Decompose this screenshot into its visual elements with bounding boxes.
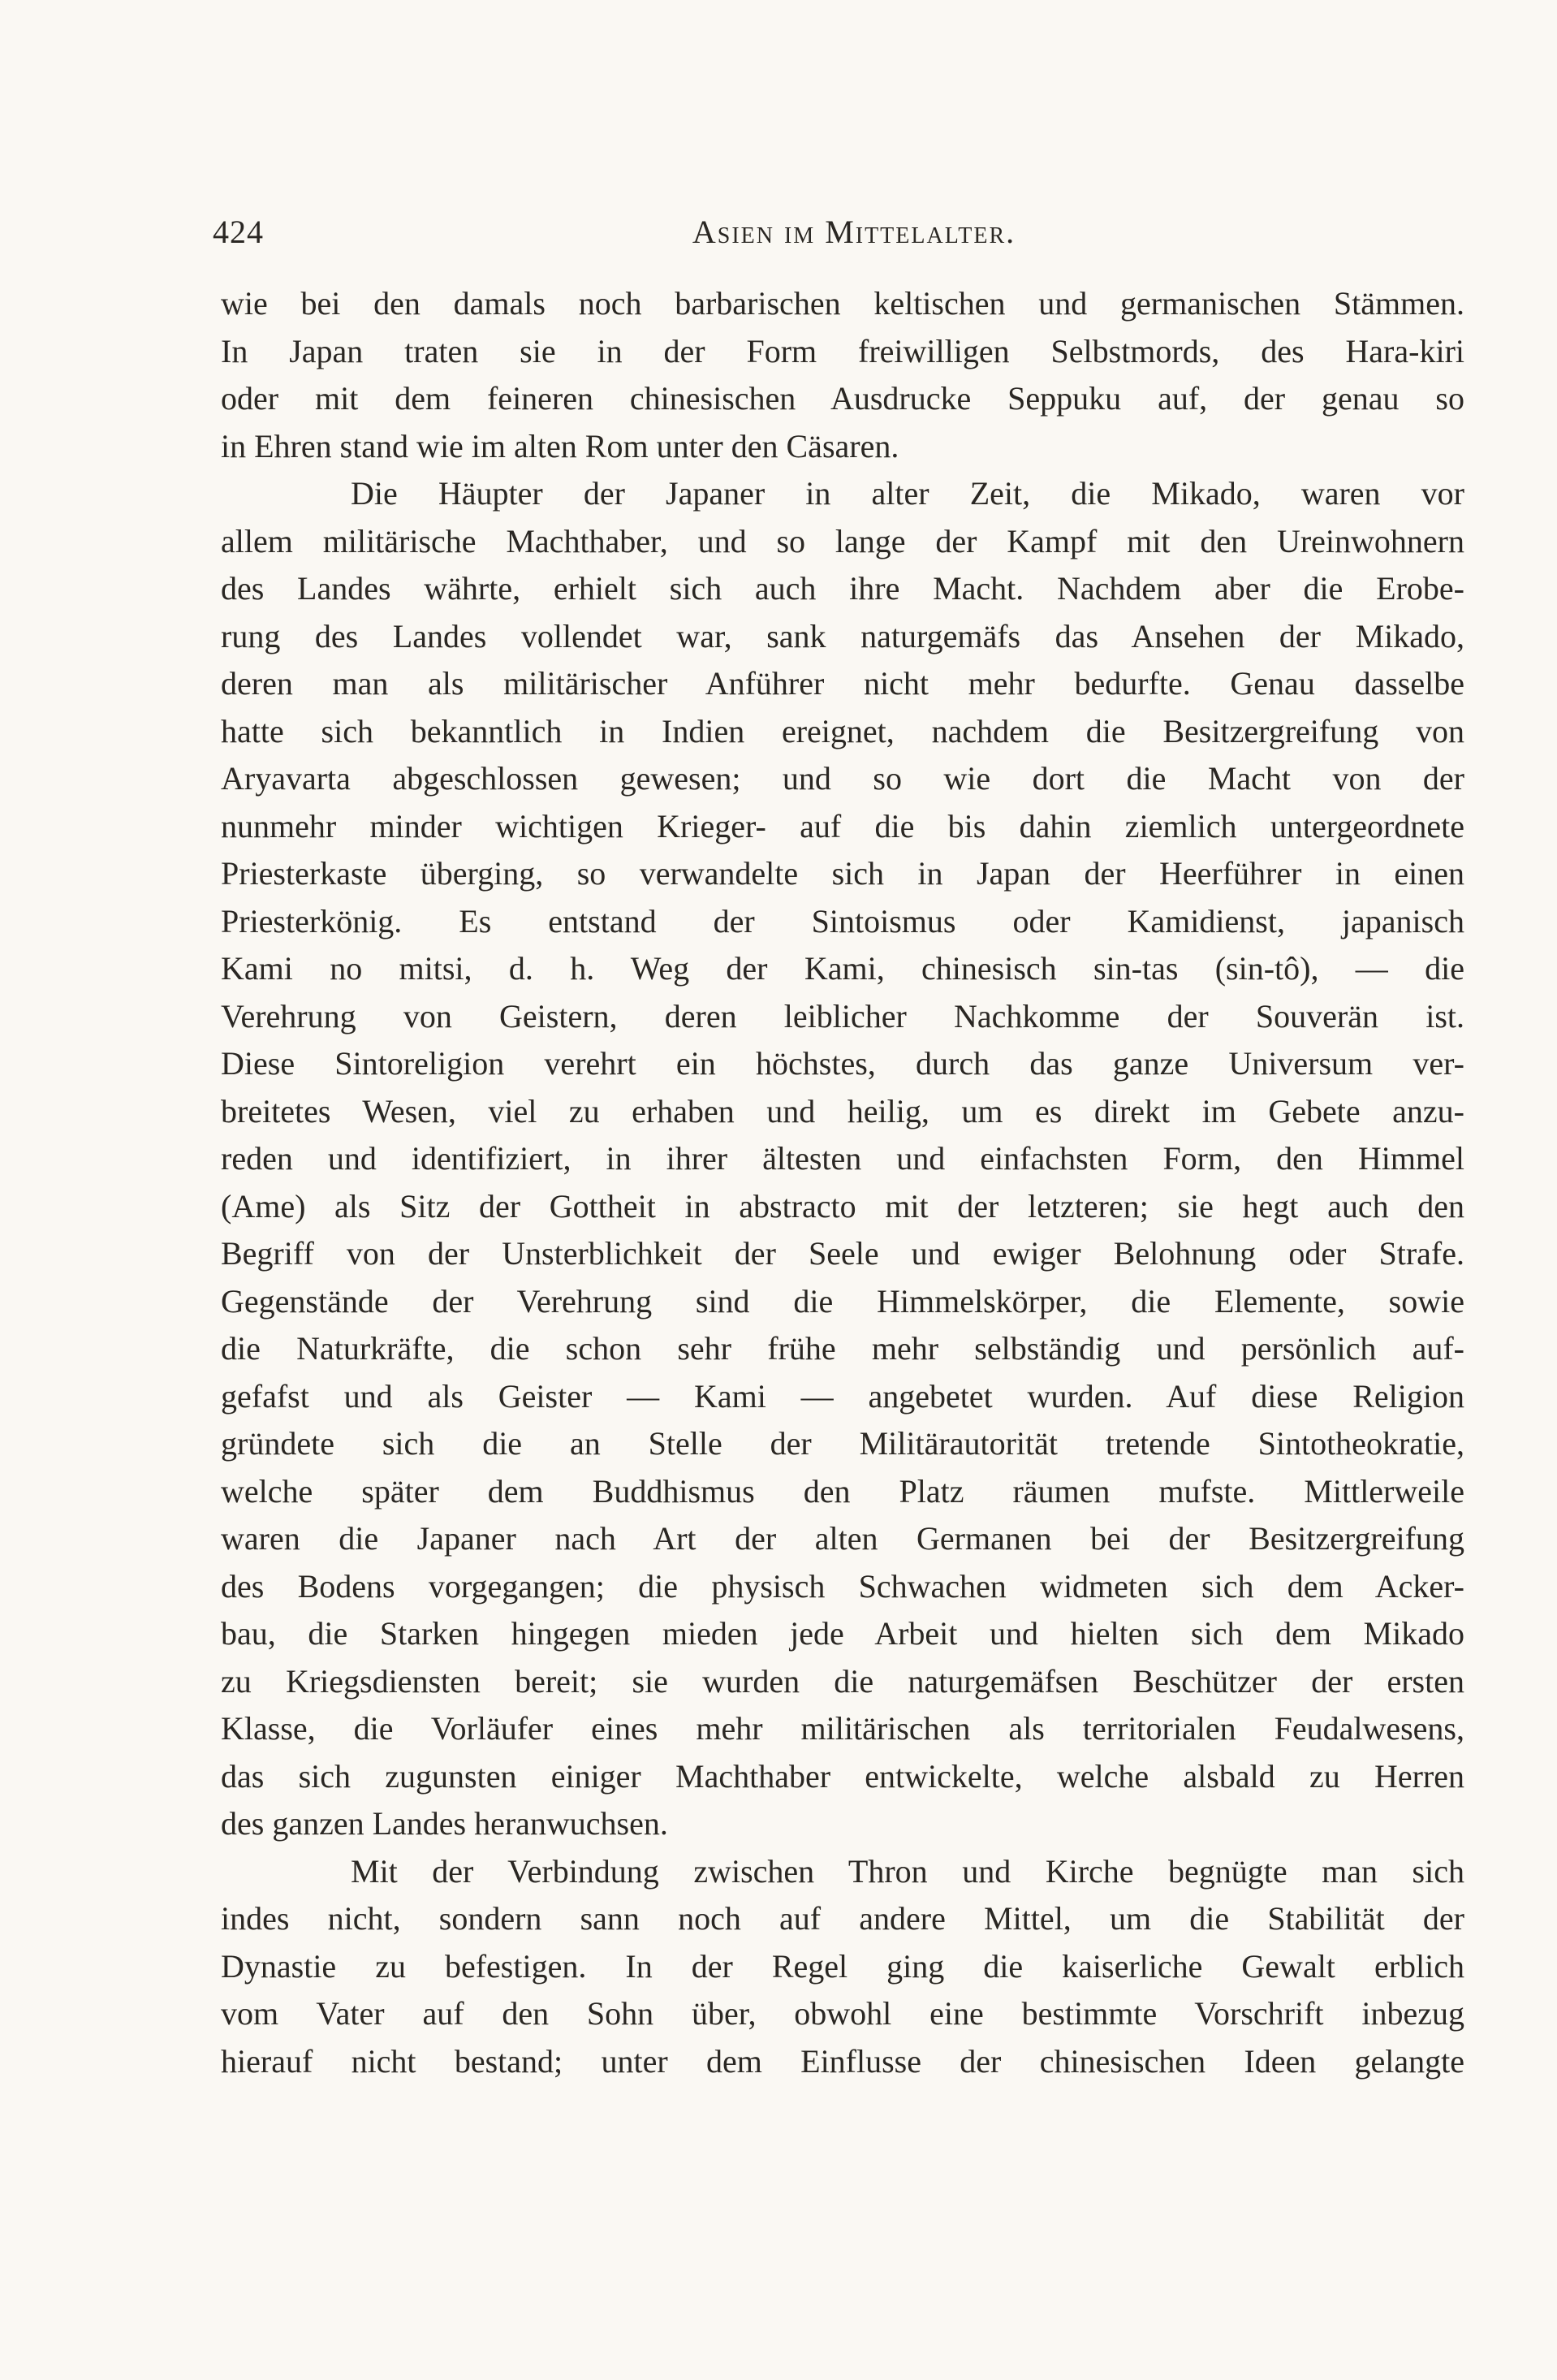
text-line: gefafst und als Geister — Kami — angebetet wurden. Auf diese Religion — [221, 1377, 1464, 1415]
text-line: die Naturkräfte, die schon sehr frühe mehr selbständig und persönlich auf- — [221, 1330, 1464, 1367]
text-line: Kami no mitsi, d. h. Weg der Kami, chinesisch sin-tas (sin-tô), — die — [221, 950, 1464, 987]
text-line: indes nicht, sondern sann noch auf andere Mittel, um die Stabilität der — [221, 1900, 1464, 1937]
text-line: welche später dem Buddhismus den Platz räumen mufste. Mittlerweile — [221, 1472, 1464, 1510]
text-line: Gegenstände der Verehrung sind die Himmelskörper, die Elemente, sowie — [221, 1282, 1464, 1320]
text-line: waren die Japaner nach Art der alten Germanen bei der Besitzergreifung — [221, 1520, 1464, 1557]
text-line: bau, die Starken hingegen mieden jede Arbeit und hielten sich dem Mikado — [221, 1615, 1464, 1652]
text-line: oder mit dem feineren chinesischen Ausdrucke Seppuku auf, der genau so — [221, 380, 1464, 417]
text-line: gründete sich die an Stelle der Militärautorität tretende Sintotheokratie, — [221, 1425, 1464, 1462]
text-line: hierauf nicht bestand; unter dem Einflusse der chinesischen Ideen gelangte — [221, 2042, 1464, 2080]
text-line: Aryavarta abgeschlossen gewesen; und so wie dort die Macht von der — [221, 760, 1464, 797]
text-line: In Japan traten sie in der Form freiwilligen Selbstmords, des Hara-kiri — [221, 332, 1464, 369]
text-line: zu Kriegsdiensten bereit; sie wurden die naturgemäfsen Beschützer der ersten — [221, 1662, 1464, 1700]
text-line: deren man als militärischer Anführer nicht mehr bedurfte. Genau dasselbe — [221, 665, 1464, 702]
text-line: das sich zugunsten einiger Machthaber entwickelte, welche alsbald zu Herren — [221, 1757, 1464, 1795]
text-line: vom Vater auf den Sohn über, obwohl eine bestimmte Vorschrift inbezug — [221, 1995, 1464, 2032]
text-line: des Landes währte, erhielt sich auch ihre Macht. Nachdem aber die Erobe- — [221, 570, 1464, 607]
text-line: Klasse, die Vorläufer eines mehr militärischen als territorialen Feudalwesens, — [221, 1710, 1464, 1747]
text-line: Verehrung von Geistern, deren leiblicher Nachkomme der Souverän ist. — [221, 997, 1464, 1035]
text-line: nunmehr minder wichtigen Krieger- auf die bis dahin ziemlich untergeordnete — [221, 807, 1464, 844]
text-line: rung des Landes vollendet war, sank naturgemäfs das Ansehen der Mikado, — [221, 617, 1464, 654]
text-line: Priesterkönig. Es entstand der Sintoismus oder Kamidienst, japanisch — [221, 902, 1464, 939]
text-line: des ganzen Landes heranwuchsen. — [221, 1805, 668, 1842]
text-line: allem militärische Machthaber, und so lange der Kampf mit den Ureinwohnern — [221, 522, 1464, 559]
running-title: Asien im Mittelalter. — [692, 214, 1016, 250]
page-number: 424 — [213, 214, 264, 250]
text-line: hatte sich bekanntlich in Indien ereignet, nachdem die Besitzergreifung von — [221, 712, 1464, 749]
text-line: Mit der Verbindung zwischen Thron und Kirche begnügte man sich — [351, 1852, 1464, 1890]
page-header — [213, 213, 1495, 261]
text-line: Diese Sintoreligion verehrt ein höchstes, durch das ganze Universum ver- — [221, 1045, 1464, 1082]
body-text — [221, 280, 1464, 2085]
text-line: Dynastie zu befestigen. In der Regel ging die kaiserliche Gewalt erblich — [221, 1947, 1464, 1985]
text-line: in Ehren stand wie im alten Rom unter den Cäsaren. — [221, 427, 899, 464]
text-line: breitetes Wesen, viel zu erhaben und heilig, um es direkt im Gebete anzu- — [221, 1092, 1464, 1130]
text-line: reden und identifiziert, in ihrer ältesten und einfachsten Form, den Himmel — [221, 1140, 1464, 1177]
text-line: Die Häupter der Japaner in alter Zeit, die Mikado, waren vor — [351, 475, 1464, 512]
text-line: des Bodens vorgegangen; die physisch Schwachen widmeten sich dem Acker- — [221, 1567, 1464, 1605]
text-line: Priesterkaste überging, so verwandelte sich in Japan der Heerführer in einen — [221, 855, 1464, 892]
text-line: (Ame) als Sitz der Gottheit in abstracto mit der letzteren; sie hegt auch den — [221, 1187, 1464, 1225]
text-line: wie bei den damals noch barbarischen keltischen und germanischen Stämmen. — [221, 285, 1464, 322]
text-line: Begriff von der Unsterblichkeit der Seele und ewiger Belohnung oder Strafe. — [221, 1235, 1464, 1272]
